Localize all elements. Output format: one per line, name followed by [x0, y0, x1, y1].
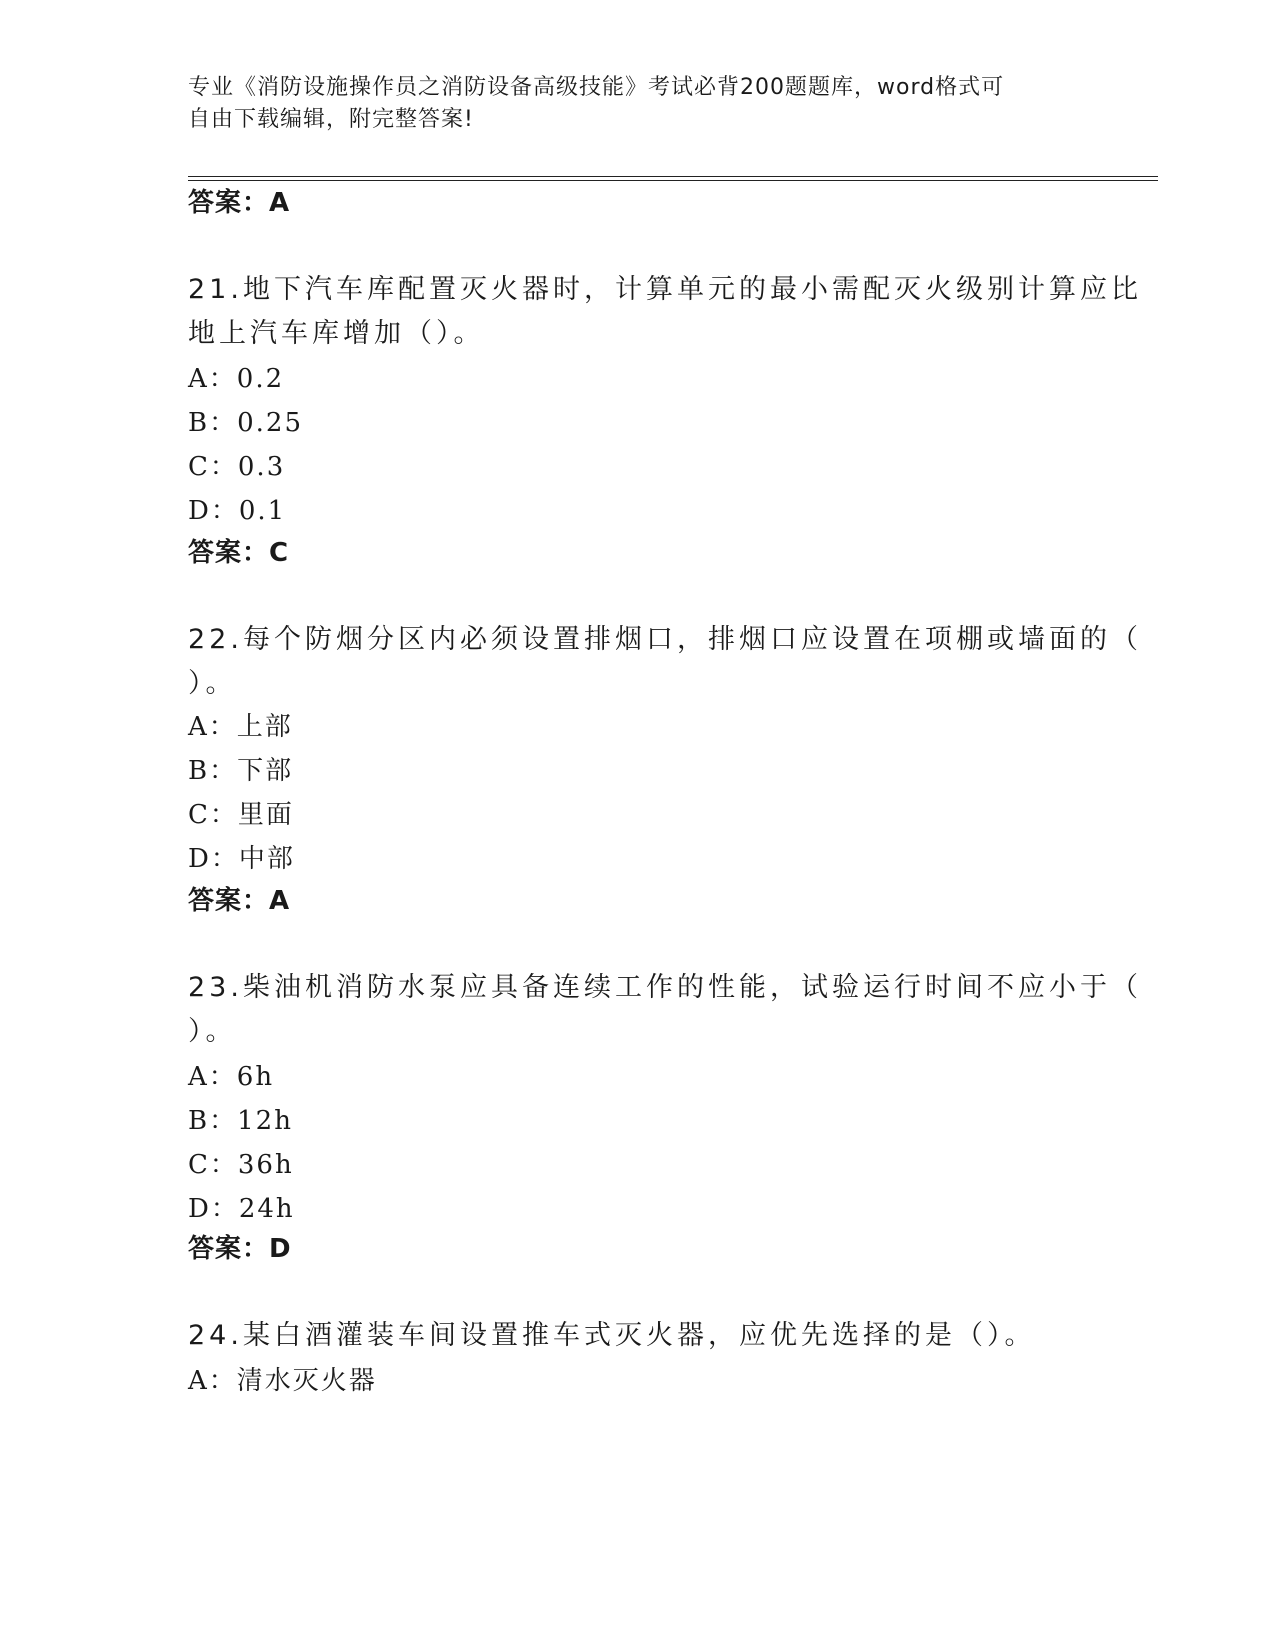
question-23-option-d: D：24h — [188, 1194, 295, 1224]
header-divider-bottom — [188, 180, 1158, 181]
question-22-option-d: D：中部 — [188, 844, 295, 874]
question-22-option-c: C：里面 — [188, 800, 294, 830]
question-21-option-c: C：0.3 — [188, 452, 286, 482]
question-22-option-a: A：上部 — [188, 712, 293, 742]
question-21-stem-line-1: 21.地下汽车库配置灭火器时，计算单元的最小需配灭火级别计算应比 — [188, 274, 1142, 305]
question-23-option-b: B：12h — [188, 1106, 293, 1136]
question-22-stem-line-2: ）。 — [188, 668, 237, 699]
header-line-2: 自由下载编辑，附完整答案! — [188, 107, 474, 132]
question-24-option-a: A：清水灭火器 — [188, 1366, 377, 1396]
question-24-stem: 24.某白酒灌装车间设置推车式灭火器，应优先选择的是（）。 — [188, 1320, 1036, 1351]
question-22-stem-line-1: 22.每个防烟分区内必须设置排烟口，排烟口应设置在项棚或墙面的（ — [188, 624, 1142, 655]
header-line-1: 专业《消防设施操作员之消防设备高级技能》考试必背200题题库，word格式可 — [188, 75, 1005, 100]
question-23-stem-line-2: ）。 — [188, 1016, 237, 1047]
question-21-stem-line-2: 地上汽车库增加（）。 — [188, 318, 485, 349]
header-divider-top — [188, 176, 1158, 177]
question-23-option-c: C：36h — [188, 1150, 294, 1180]
question-23-answer: 答案：D — [188, 1234, 292, 1264]
question-21-option-a: A：0.2 — [188, 364, 285, 394]
question-23-option-a: A：6h — [188, 1062, 275, 1092]
question-22-option-b: B：下部 — [188, 756, 294, 786]
previous-answer: 答案：A — [188, 188, 291, 218]
question-22-answer: 答案：A — [188, 886, 291, 916]
question-21-answer: 答案：C — [188, 538, 290, 568]
question-21-option-d: D：0.1 — [188, 496, 287, 526]
question-23-stem-line-1: 23.柴油机消防水泵应具备连续工作的性能，试验运行时间不应小于（ — [188, 972, 1142, 1003]
question-21-option-b: B：0.25 — [188, 408, 303, 438]
